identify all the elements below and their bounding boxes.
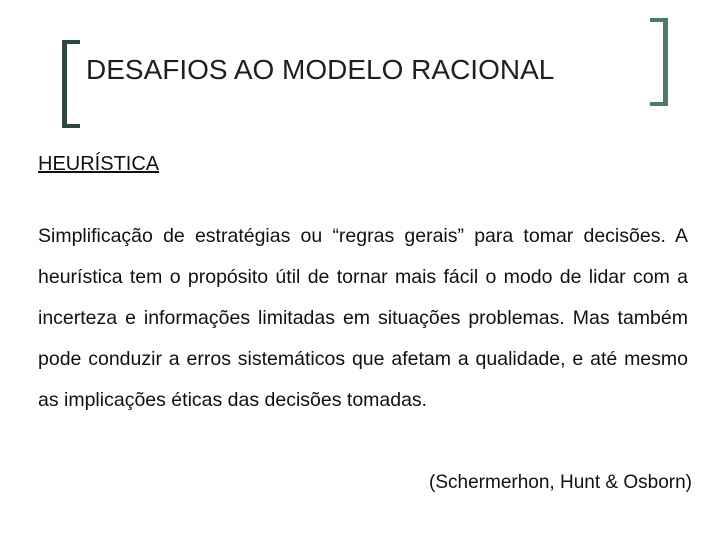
right-bracket-decoration [650,18,668,106]
slide-title: DESAFIOS AO MODELO RACIONAL [86,54,555,85]
section-heading: HEURÍSTICA [38,153,160,175]
left-bracket-decoration [62,40,80,128]
citation: (Schermerhon, Hunt & Osborn) [429,472,692,493]
body-paragraph: Simplificação de estratégias ou “regras gerais” para tomar decisões. A heurística tem o propósito útil de tornar mais fácil o modo de lidar com a incerteza e informações limitadas em situações problemas. Mas também pode conduzir a erros sistemáticos que afetam a qualidade, e até mesmo as implicações éticas das decisões tomadas. [38,225,688,411]
